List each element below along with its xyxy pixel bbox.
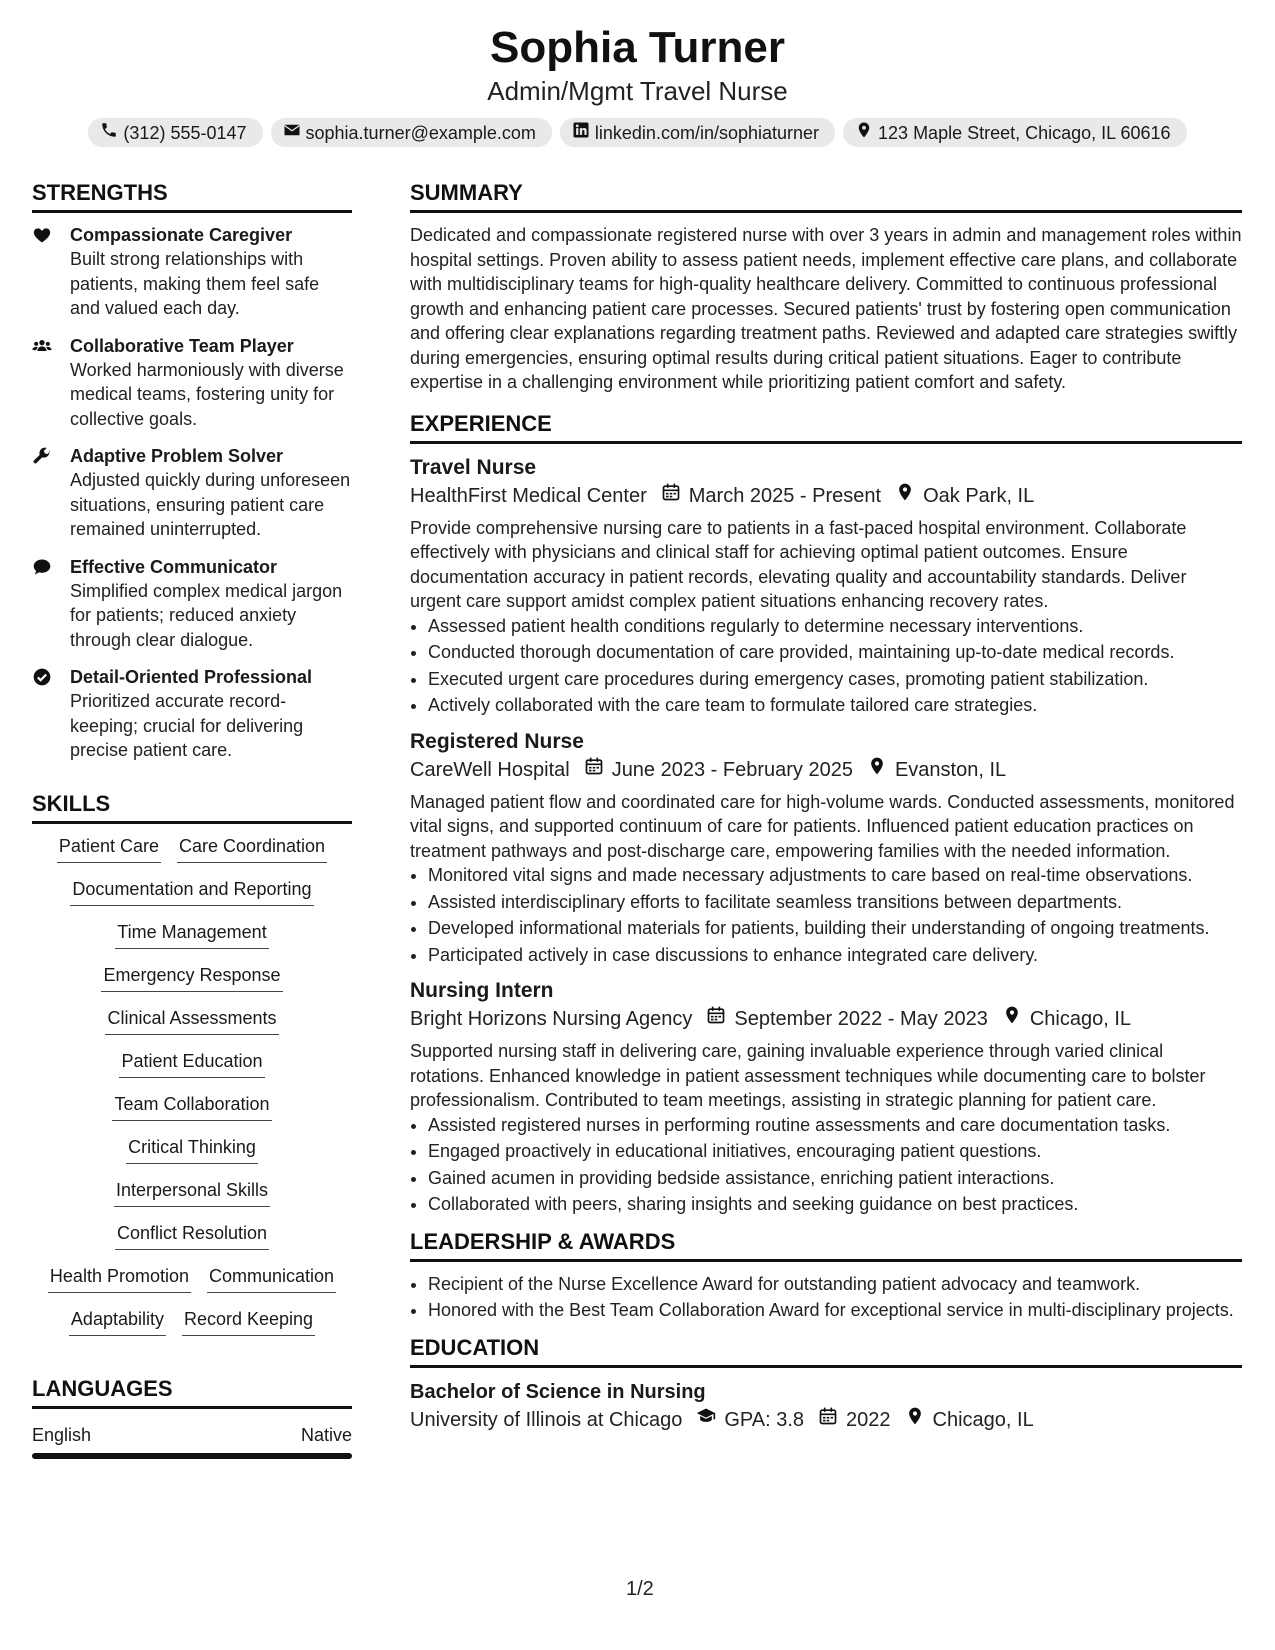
skill-tag: Record Keeping (182, 1307, 315, 1336)
job-bullet: • Developed informational materials for patients, building their understanding of ongoing treatments. (428, 916, 1242, 941)
job-meta (410, 482, 1242, 510)
contact-phone-text: (312) 555-0147 (123, 122, 247, 143)
contact-linkedin[interactable] (560, 118, 835, 147)
skill-tag: Time Management (115, 920, 268, 949)
strength-desc: Built strong relationships with patients, making them feel safe and valued each day. (70, 249, 320, 318)
contact-phone[interactable] (88, 118, 262, 147)
summary-text: Dedicated and compassionate registered nurse with over 3 years in admin and management roles within hospital settings. Proven ability to assess patient needs, implement effective care plans, and collaborate with multidisciplinary teams for high-quality healthcare delivery. Committed to continuous professional growth and enhancing patient care processes. Secured patients' trust by fostering open communication and offering clear explanations regarding treatment paths. Reviewed and adapted care strategies swiftly during emergencies, ensuring optimal results during critical patient situations. Eager to contribute expertise in a challenging environment while prioritizing patient comfort and safety. (410, 225, 1242, 392)
map-pin-icon (988, 1005, 1030, 1033)
envelope-icon (283, 121, 301, 144)
job-title: Registered Nurse (410, 729, 584, 753)
education-school: University of Illinois at Chicago (410, 1408, 683, 1431)
job-bullet: • Conducted thorough documentation of care provided, maintaining up-to-date medical records. (428, 640, 1242, 665)
speech-bubble-icon (32, 555, 54, 653)
job-title: Travel Nurse (410, 455, 537, 479)
leadership-heading: LEADERSHIP & AWARDS (410, 1227, 1242, 1262)
education-location: Chicago, IL (932, 1408, 1034, 1431)
calendar-icon (692, 1005, 734, 1033)
map-pin-icon (855, 121, 873, 144)
calendar-icon (647, 482, 689, 510)
strength-desc: Worked harmoniously with diverse medical teams, fostering unity for collective goals. (70, 359, 344, 429)
job-location: Oak Park, IL (923, 484, 1035, 507)
job-bullets (410, 614, 1242, 718)
skill-tag: Critical Thinking (126, 1135, 258, 1164)
strength-desc: Adjusted quickly during unforeseen situations, ensuring patient care remained uninterrupted. (70, 470, 351, 539)
contact-address-text: 123 Maple Street, Chicago, IL 60616 (878, 122, 1171, 143)
strength-title: Effective Communicator (70, 556, 278, 577)
wrench-icon (32, 444, 54, 542)
experience-heading: EXPERIENCE (410, 409, 1242, 444)
award-item: • Recipient of the Nurse Excellence Award for outstanding patient advocacy and teamwork. (428, 1272, 1242, 1297)
education-degree: Bachelor of Science in Nursing (410, 1380, 706, 1403)
strength-item (32, 665, 352, 763)
job-dates: June 2023 - February 2025 (611, 758, 853, 781)
candidate-name: Sophia Turner (490, 23, 785, 72)
strength-desc: Prioritized accurate record-keeping; crucial for delivering precise patient care. (70, 691, 304, 760)
contact-address (843, 118, 1187, 147)
job-company: CareWell Hospital (410, 758, 570, 781)
skill-tag: Clinical Assessments (105, 1006, 278, 1035)
language-item (32, 1423, 352, 1447)
job-bullet: • Gained acumen in providing bedside assistance, enriching patient interactions. (428, 1166, 1242, 1191)
job-location: Chicago, IL (1029, 1008, 1132, 1030)
calendar-icon (570, 756, 612, 784)
right-column (410, 178, 1242, 1440)
job-company: HealthFirst Medical Center (410, 484, 647, 507)
job-description: Supported nursing staff in delivering care, gaining invaluable experience through varied clinical rotations. Enhanced knowledge in patient assessment techniques while documenting care to bolster professionalism. Contributed to team meetings, assisting in strategic planning for patient care. (410, 1041, 1206, 1110)
contact-email[interactable] (271, 118, 552, 147)
job-entry (410, 728, 1242, 968)
job-description: Provide comprehensive nursing care to patients in a fast-paced hospital environment. Collaborate effectively with physicians and clinical staff for achieving optimal patient outcomes. Ensure documentation accuracy in patient records, elevating quality and accountability standards. Deliver urgent care support amidst complex patient situations enhancing recovery rates. (410, 517, 1187, 611)
job-dates: September 2022 - May 2023 (734, 1008, 988, 1030)
job-bullet: • Monitored vital signs and made necessary adjustments to care based on real-time observations. (428, 863, 1242, 888)
strength-title: Collaborative Team Player (70, 335, 294, 356)
job-bullet: • Collaborated with peers, sharing insights and seeking guidance on best practices. (428, 1192, 1242, 1217)
heart-icon (32, 223, 54, 321)
award-item: • Honored with the Best Team Collaboration Award for exceptional service in multi-disciplinary projects. (428, 1298, 1242, 1323)
skill-tag: Interpersonal Skills (114, 1178, 270, 1207)
map-pin-icon (891, 1406, 933, 1434)
linkedin-icon (572, 121, 590, 144)
job-company: Bright Horizons Nursing Agency (410, 1008, 693, 1030)
skill-tag: Communication (207, 1264, 336, 1293)
strength-title: Adaptive Problem Solver (70, 446, 284, 466)
education-meta (410, 1406, 1242, 1434)
contact-linkedin-text: linkedin.com/in/sophiaturner (594, 122, 820, 143)
job-bullet: • Actively collaborated with the care team to formulate tailored care strategies. (428, 693, 1242, 718)
job-dates: March 2025 - Present (688, 484, 882, 507)
skill-tag: Patient Care (57, 834, 161, 863)
job-bullet: • Assessed patient health conditions regularly to determine necessary interventions. (428, 614, 1242, 639)
strength-item (32, 334, 352, 432)
calendar-icon (804, 1406, 846, 1434)
education-heading: EDUCATION (410, 1333, 1242, 1368)
strength-item (32, 223, 352, 321)
map-pin-icon (853, 756, 895, 784)
check-circle-icon (32, 665, 54, 763)
job-bullets (410, 1113, 1242, 1217)
job-bullet: • Participated actively in case discussions to enhance integrated care delivery. (428, 943, 1242, 968)
job-description: Managed patient flow and coordinated care for high-volume wards. Conducted assessments, monitored vital signs, and supported continuum of care for patients. Influenced patient education practices on treatment pathways and post-discharge care, empowering families with the needed information. (410, 791, 1235, 861)
job-title: Nursing Intern (410, 979, 554, 1002)
skill-tag: Patient Education (119, 1049, 264, 1078)
education-year: 2022 (846, 1408, 891, 1431)
job-bullet: • Executed urgent care procedures during emergency cases, promoting patient stabilization. (428, 667, 1242, 692)
job-entry (410, 454, 1242, 718)
strength-desc: Simplified complex medical jargon for patients; reduced anxiety through clear dialogue. (70, 580, 343, 650)
map-pin-icon (881, 482, 923, 510)
language-proficiency-bar (32, 1453, 352, 1459)
skill-tag: Conflict Resolution (115, 1221, 269, 1250)
skills-heading: SKILLS (32, 789, 352, 824)
job-entry (410, 977, 1242, 1217)
language-level: Native (300, 1424, 352, 1445)
graduation-cap-icon (682, 1406, 724, 1434)
users-icon (32, 334, 54, 432)
contact-bar (0, 118, 1275, 147)
skills-list (32, 834, 352, 1336)
skill-tag: Emergency Response (101, 963, 282, 992)
job-bullet: • Assisted registered nurses in performing routine assessments and care documentation tasks. (428, 1113, 1242, 1138)
job-bullet: • Assisted interdisciplinary efforts to facilitate seamless transitions between departments. (428, 890, 1242, 915)
page-number: 1/2 (626, 1578, 654, 1600)
skill-tag: Documentation and Reporting (70, 877, 313, 906)
candidate-title: Admin/Mgmt Travel Nurse (487, 76, 788, 106)
strength-title: Compassionate Caregiver (70, 225, 293, 245)
left-column (32, 178, 352, 1459)
resume-header (0, 22, 1275, 147)
awards-list (410, 1272, 1242, 1323)
strength-item (32, 444, 352, 542)
summary-heading: SUMMARY (410, 178, 1242, 213)
education-gpa: GPA: 3.8 (724, 1408, 805, 1431)
strength-item (32, 555, 352, 653)
phone-icon (100, 121, 118, 144)
language-name: English (32, 1424, 92, 1445)
job-meta (410, 1005, 1242, 1033)
strength-title: Detail-Oriented Professional (70, 667, 313, 687)
skill-tag: Adaptability (69, 1307, 166, 1336)
strengths-heading: STRENGTHS (32, 178, 352, 213)
languages-heading: LANGUAGES (32, 1374, 352, 1409)
job-bullet: • Engaged proactively in educational initiatives, encouraging patient questions. (428, 1139, 1242, 1164)
job-location: Evanston, IL (894, 758, 1007, 781)
job-meta (410, 756, 1242, 784)
skill-tag: Team Collaboration (112, 1092, 271, 1121)
job-bullets (410, 863, 1242, 967)
contact-email-text: sophia.turner@example.com (305, 122, 536, 143)
skill-tag: Health Promotion (48, 1264, 191, 1293)
skill-tag: Care Coordination (177, 834, 327, 863)
